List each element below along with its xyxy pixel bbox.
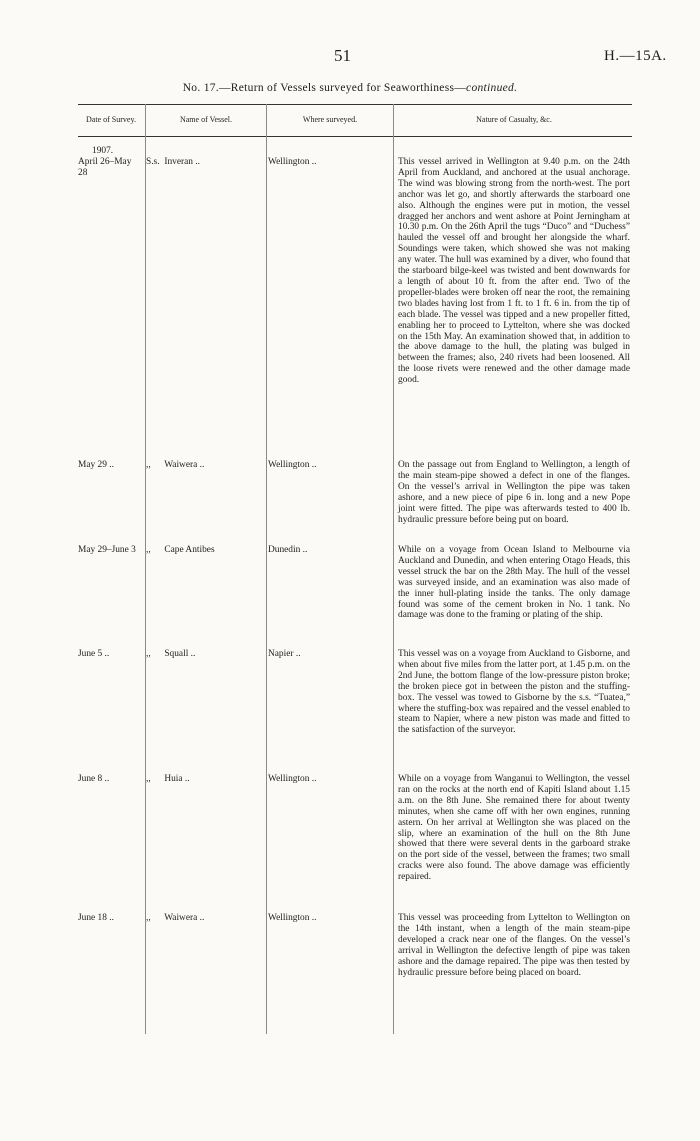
nature-of-casualty	[398, 774, 630, 883]
survey-date: April 26–May 28	[78, 157, 132, 178]
where-surveyed: Wellington ..	[268, 774, 317, 784]
nature-of-casualty	[398, 157, 630, 386]
vessel-prefix: ,,	[146, 774, 151, 784]
vessel-name-text: Squall ..	[164, 649, 196, 659]
nature-of-casualty	[398, 649, 630, 736]
nature-text: This vessel arrived in Wellington at 9.40 p.m. on the 24th April from Auckland, and anchored at the usual anchorage. The wind was blowing strong from the north-west. The port anchor was let go, and shortly afterwards the starboard one also. Although the engines were put in motion, the vessel dragged her anchors and went ashore at Point Jerningham at 10.30 p.m. On the 26th April the tugs “Duco” and “Duchess” hauled the vessel off and brought her alongside the wharf. Soundings were taken, which showed she was not making any water. The hull was examined by a diver, who found that the starboard bilge-keel was twisted and bent downwards for a length of about 10 ft. from the after end. Two of the propeller-blades were broken off near the root, the remaining two blades having lost from 1 ft. to 1 ft. 6 in. from the tip of each blade. The vessel was tipped and a new propeller fitted, enabling her to proceed to Lyttelton, where she was docked on the 15th May. An examination showed that, in addition to the above damage to the hull, the plating was bulged in between the frames; also, 240 rivets had been loosened. All the loose rivets were renewed and the other damage made good.	[398, 157, 630, 386]
vessel-name	[146, 460, 266, 471]
vessel-name-text: Waiwera ..	[164, 460, 205, 470]
vessel-prefix: S.s.	[146, 157, 160, 167]
survey-date: May 29 ..	[78, 460, 114, 470]
vessel-name-text: Cape Antibes	[164, 545, 215, 555]
vessel-name	[146, 545, 266, 556]
nature-text: While on a voyage from Wanganui to Wellington, the vessel ran on the rocks at the north end of Kapiti Island about 1.15 a.m. on the 8th June. She remained there for about twenty minutes, when she came off with her own engines, running astern. On her arrival at Wellington she was placed on the slip, where an examination of the hull on the 8th June showed that there were several dents in the garboard strake on the port side of the vessel, between the frames; two small cracks were also found. The above damage was efficiently repaired.	[398, 774, 630, 883]
vessel-prefix: ,,	[146, 545, 151, 555]
nature-of-casualty	[398, 913, 630, 978]
column-divider	[393, 104, 394, 1034]
year-label: 1907.	[92, 146, 114, 156]
where-surveyed: Dunedin ..	[268, 545, 308, 555]
nature-text: This vessel was proceeding from Lyttelton to Wellington on the 14th instant, when a length of the main steam-pipe developed a crack near one of the flanges. On the vessel’s arrival in Wellington the defective length of pipe was taken ashore and the damage repaired. The pipe was then tested by hydraulic pressure before being placed on board.	[398, 913, 630, 978]
survey-date: June 5 ..	[78, 649, 110, 659]
survey-date: June 8 ..	[78, 774, 110, 784]
header-nature-of-casualty: Nature of Casualty, &c.	[476, 115, 552, 124]
vessel-prefix: ,,	[146, 913, 151, 923]
table-title	[0, 82, 700, 94]
table-title-main: No. 17.—Return of Vessels surveyed for Seaworthiness—	[182, 82, 467, 94]
nature-of-casualty	[398, 545, 630, 621]
vessel-prefix: ,,	[146, 460, 151, 470]
vessel-name	[146, 649, 266, 660]
page-number: 51	[334, 46, 351, 65]
table-title-continued: continued.	[466, 82, 518, 94]
table-header-rule	[78, 136, 632, 137]
header-vessel-name: Name of Vessel.	[179, 115, 233, 124]
survey-date: May 29–June 3	[78, 545, 136, 555]
vessel-name-text: Huia ..	[164, 774, 190, 784]
vessel-name-text: Inveran ..	[164, 157, 201, 167]
nature-text: While on a voyage from Ocean Island to Melbourne via Auckland and Dunedin, and when entering Otago Heads, this vessel struck the bar on the 28th May. The hull of the vessel was surveyed inside, and an examination was also made of the inner hull-plating inside the tanks. The only damage found was some of the cement broken in No. 1 tank. No damage was done to the framing or plating of the ship.	[398, 545, 630, 621]
document-reference: H.—15A.	[604, 48, 667, 64]
where-surveyed: Wellington ..	[268, 157, 317, 167]
nature-text: This vessel was on a voyage from Auckland to Gisborne, and when about five miles from the latter port, at 1.45 p.m. on the 2nd June, the bottom flange of the low-pressure piston broke; the broken piece got in between the piston and the stuffing-box. The vessel was towed to Gisborne by the s.s. “Tuatea,” where the stuffing-box was repaired and the vessel enabled to steam to Napier, where a new piston was made and fitted to the satisfaction of the surveyor.	[398, 649, 630, 736]
vessel-prefix: ,,	[146, 649, 151, 659]
where-surveyed: Wellington ..	[268, 913, 317, 923]
nature-of-casualty	[398, 460, 630, 525]
survey-date: June 18 ..	[78, 913, 114, 923]
header-date: Date of Survey.	[86, 115, 136, 124]
vessel-name-text: Waiwera ..	[164, 913, 205, 923]
vessel-name	[146, 157, 266, 168]
header-where-surveyed: Where surveyed.	[302, 115, 358, 124]
vessel-name	[146, 913, 266, 924]
column-divider	[145, 104, 146, 1034]
column-divider	[266, 104, 267, 1034]
where-surveyed: Wellington ..	[268, 460, 317, 470]
nature-text: On the passage out from England to Wellington, a length of the main steam-pipe showed a defect in one of the flanges. On the vessel’s arrival in Wellington the pipe was taken ashore, and a new piece of pipe 6 in. long and a new Pope joint were fitted. The pipe was afterwards tested to 400 lb. hydraulic pressure before being put on board.	[398, 460, 630, 525]
vessel-name	[146, 774, 266, 785]
where-surveyed: Napier ..	[268, 649, 301, 659]
